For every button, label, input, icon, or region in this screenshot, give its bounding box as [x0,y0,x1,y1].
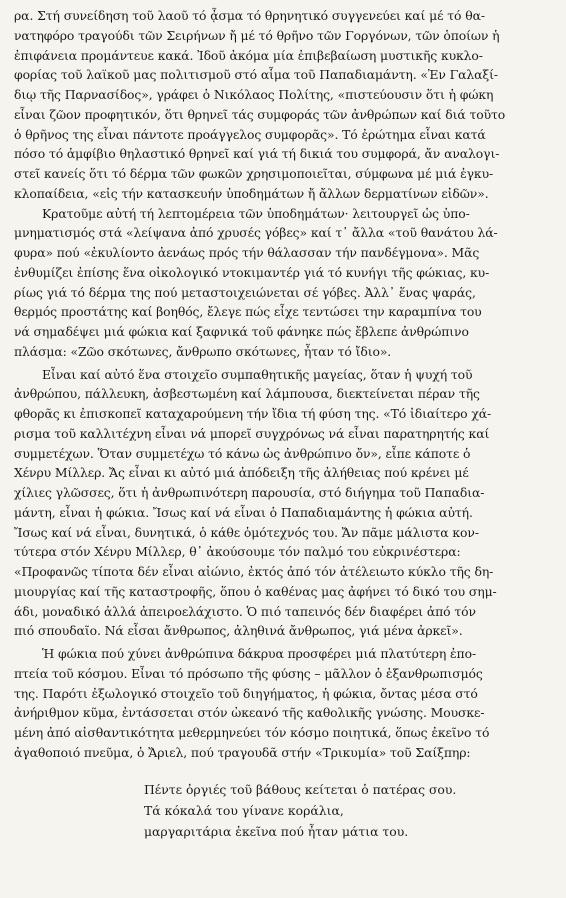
text-line: χίλιες γλῶσσες, ὅτι ἡ ἀνθρωπινότερη παρουσία, στό διήγημα τοῦ Παπαδια- [14,485,485,500]
text-line: πιό σπουδαῖο. Νά εἶσαι ἄνθρωπος, ἀληθινά ἄνθρωπος, γιά μένα ἀρκεῖ». [14,623,463,639]
text-line: ἐνθυμίζει ἐπίσης ἕνα οἰκολογικό ντοκιμαντέρ γιά τό κυνήγι τῆς φώκιας, κυ- [14,264,490,280]
text-line: ρισμα τοῦ καλλιτέχνη εἶναι νά μπορεῖ συγχρόνως νά εἶναι παρατηρητής καί [14,425,490,441]
paragraph-4 [14,644,550,763]
text-line: Ἴσως καί νά εἶναι, δυνητικά, ὁ κάθε ὁμότεχνός του. Ἄν πᾶμε μάλιστα κον- [14,524,479,540]
poem-line: Τά κόκαλά του γίνανε κοράλια, [144,802,344,818]
text-line: φορίας τοῦ λαϊκοῦ μας πολιτισμοῦ στό αἷμα τοῦ Παπαδιαμάντη. «Ἐν Γαλαξί- [14,67,498,83]
text-line: ρα. Στή συνείδηση τοῦ λαοῦ τό ᾆσμα τό θρηνητικό συγγενεύει καί μέ τό θα- [14,8,485,23]
poem-line: μαργαριτάρια ἐκεῖνα πού ἦταν μάτια του. [144,823,409,839]
text-line: ἐπιφάνεια προμάντευε κακά. Ἰδοῦ ἀκόμα μία ἐπιβεβαίωση μυστικῆς κυκλο- [14,47,483,63]
text-line: Ἡ φώκια πού χύνει ἀνθρώπινα δάκρυα προσφέρει μιά πλατύτερη ἐπο- [42,646,477,661]
text-line: πόσο τό ἀμφίβιο θηλαστικό θρηνεῖ καί γιά τή δικιά του συμφορά, ἄν αναλογι- [14,146,500,162]
text-line: νατηφόρο τραγούδι τῶν Σειρήνων ἤ μέ τό θρῆνο τῶν Γοργόνων, τῶν ὁποίων ἡ [14,27,500,43]
paragraph-2 [14,204,550,362]
text-line: διῳ τῆς Παρνασίδος», γράφει ὁ Νικόλαος Πολίτης, «πιστεύουσιν ὅτι ἡ φώκη [14,87,494,102]
text-line: Κρατοῦμε αὐτή τή λεπτομέρεια τῶν ὑποδημάτων· λειτουργεῖ ὡς ὑπο- [42,205,470,221]
text-line: τύτερα στόν Χένρυ Μίλλερ, θ᾽ ἀκούσουμε τόν παλμό του εὐκρινέστερα: [14,544,461,560]
text-line: μιουργίας καί τῆς καταστροφῆς, ὅπου ὁ καθένας μας ἀφήνει τό δικό του σημ- [14,583,497,599]
text-line: θερμός προστάτης καί βοηθός, ἔλεγε πώς εἶχε τεντώσει την καραμπίνα του [14,304,482,320]
text-line: άδι, μοναδικό ἀλλά ἀπειροελάχιστο. Ὁ πιό ταπεινός δέν διαφέρει ἀπό τόν [14,603,476,619]
text-line: της. Παρότι ἐξωλογικό στοιχεῖο τοῦ διηγήματος, ἡ φώκια, ὄντας μέσα στό [14,685,478,701]
text-line: πτεία τοῦ κόσμου. Εἶναι τό πρόσωπο τῆς φύσης – μᾶλλον ὁ ἐξανθρωπισμός [14,665,483,681]
text-line: Χένρυ Μίλλερ. Ἄς εἶναι κι αὐτό μιά ἀπόδειξη τῆς ἀλήθειας πού κρένει μέ [14,465,469,481]
text-line: «Προφανῶς τίποτα δέν εἶναι αἰώνιο, ἐκτός ἀπό τόν ἀτέλειωτο κύκλο τῆς δη- [14,564,494,579]
text-line: ἀνήριθμον κῦμα, ἐντάσσεται στόν ὠκεανό τῆς καθολικῆς γνώσης. Μουσκε- [14,705,485,721]
text-line: συμμετέχων. Ὅταν συμμετέχω τό κάνω ὡς ἀνθρώπινο ὄν», εἶπε κάποτε ὁ [14,445,471,461]
text-line: νά σημαδέψει μιά φώκια καί ξαφνικά τοῦ φάνηκε πώς ἔβλεπε ἀνθρώπινο [14,324,469,339]
text-line: Εἶναι καί αὐτό ἕνα στοιχεῖο συμπαθητικῆς μαγείας, ὅταν ἡ ψυχή τοῦ [42,366,473,382]
text-line: κλοπαίδεια, «εἰς τήν κατασκευήν ὑποδημάτων ἤ ἄλλων δερματίνων εἰδῶν». [14,185,489,201]
poem-quotation [14,779,550,842]
text-line: φυρα» πού «ἐκυλίοντο ἀενάως πρός τήν θάλασσαν τήν πανδέγμονα». Μᾶς [14,245,480,260]
text-line: ἀνθρώπου, πάλλευκη, ἀσβεστωμένη καί λάμπουσα, διεκτείνεται πέραν τῆς [14,386,480,402]
paragraph-3 [14,365,550,642]
text-line: ἀγαθοποιό πνεῦμα, ὁ Ἄριελ, πού τραγουδᾶ στήν «Τρικυμία» τοῦ Σαίξπηρ: [14,744,471,760]
text-line: μάντη, εἶναι ἡ φώκια. Ἴσως καί νά εἶναι ὁ Παπαδιαμάντης ἡ φώκια αὐτή. [14,504,473,520]
text-line: ρίως γιά τό δέρμα της πού μεταστοιχειώνεται σέ γόβες. Ἀλλ᾽ ἕνας ψαράς, [14,284,476,300]
text-line: πλάσμα: «Ζῶο σκότωνες, ἄνθρωπο σκότωνες, ἦταν τό ἴδιο». [14,343,392,359]
paragraph-1 [14,6,550,204]
text-line: ὁ θρῆνος της εἶναι πάντοτε προάγγελος συμφορᾶς». Τό ἐρώτημα εἶναι κατά [14,126,486,142]
text-line: μένη ἀπό αἰσθαντικότητα μεθερμηνεύει τόν κόσμο ποιητικά, ὅπως ἐκεῖνο τό [14,725,490,740]
poem-line: Πέντε ὀργιές τοῦ βάθους κείτεται ὁ πατέρας σου. [144,781,457,797]
text-line: στεῖ κανείς ὅτι τό δέρμα τῶν φωκῶν χρησιμοποιεῖται, σύμφωνα μέ μιά ἐγκυ- [14,166,494,181]
text-line: μνηματισμός στά «λείψανα ἀπό χρυσές γόβες» καί τ᾽ ἄλλα «τοῦ θανάτου λά- [14,225,498,241]
text-line: εἶναι ζῶον προφητικόν, ὅτι θρηνεῖ τάς συμφοράς τῶν ἀνθρώπων καί διά τοῦτο [14,106,506,122]
text-line: φθορᾶς κι ἐπισκοπεῖ καταχαρούμενη τήν ἴδια τή φύση της. «Τό ἰδιαίτερο χά- [14,406,492,421]
